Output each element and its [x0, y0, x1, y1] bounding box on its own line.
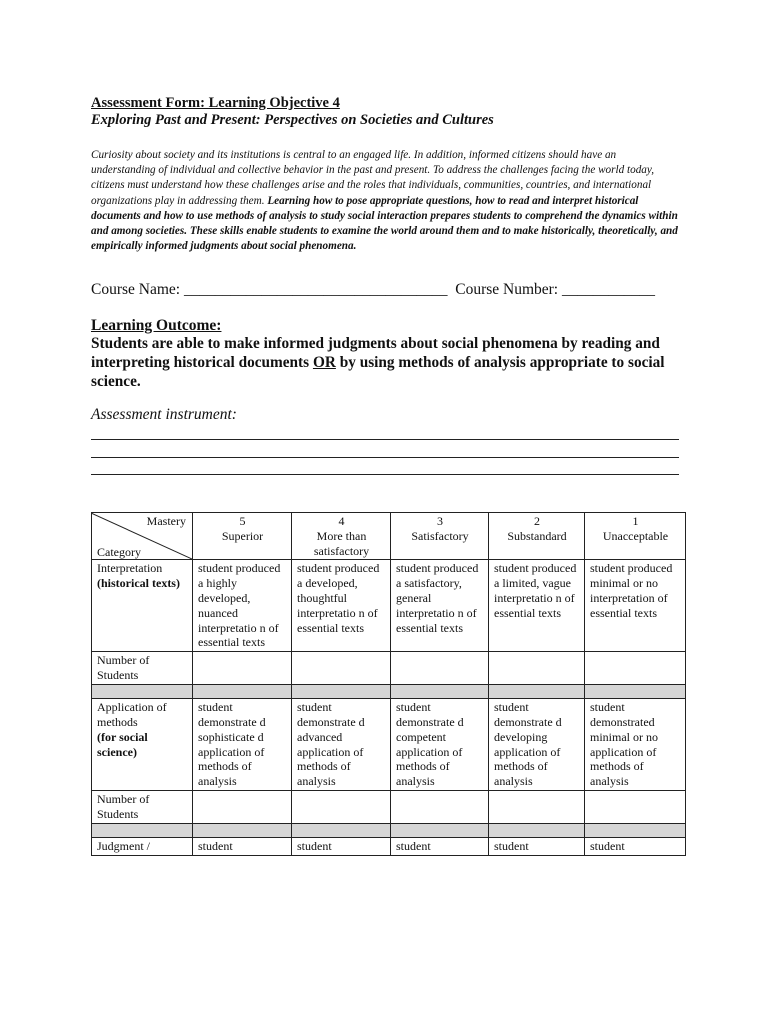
assessment-instrument-label: Assessment instrument:: [91, 406, 237, 423]
level-name: Satisfactory: [411, 528, 469, 543]
form-subtitle: Exploring Past and Present: Perspectives on Societies and Cultures: [91, 112, 494, 128]
descriptor-cell: student produced a satisfactory, general interpretatio n of essential texts: [391, 560, 489, 652]
assessment-instrument-line-1[interactable]: [91, 439, 679, 440]
count-input-cell[interactable]: [391, 652, 489, 685]
separator-cell: [489, 685, 585, 699]
count-input-cell[interactable]: [585, 790, 686, 823]
category-qualifier: (historical texts): [97, 576, 180, 591]
level-header-2: [489, 513, 585, 560]
descriptor-cell: student produced a highly developed, nuanced interpretatio n of essential texts: [193, 560, 292, 652]
separator-cell: [193, 823, 292, 837]
level-header-3: [391, 513, 489, 560]
rubric-table: [91, 512, 686, 856]
category-label: Category: [97, 545, 141, 560]
separator-cell: [391, 823, 489, 837]
level-name: Substandard: [507, 528, 567, 543]
category-cell: Judgment /: [92, 837, 193, 855]
count-label: Number of Students: [92, 652, 193, 685]
separator-cell: [489, 823, 585, 837]
descriptor-cell: student produced minimal or no interpretation of essential texts: [585, 560, 686, 652]
rubric-corner-cell: [92, 513, 193, 560]
category-name: Application of methods: [97, 700, 167, 729]
count-input-cell[interactable]: [193, 790, 292, 823]
separator-cell: [92, 823, 193, 837]
category-name: Interpretation: [97, 561, 163, 576]
count-input-cell[interactable]: [193, 652, 292, 685]
level-score: 5: [239, 514, 246, 528]
separator-row: [92, 823, 686, 837]
level-name: More than satisfactory: [313, 528, 370, 558]
assessment-instrument-line-3[interactable]: [91, 474, 679, 475]
level-header-1: [585, 513, 686, 560]
descriptor-cell: student demonstrate d sophisticate d application of methods of analysis: [193, 699, 292, 791]
level-name: Unacceptable: [602, 528, 669, 543]
learning-outcome-or: OR: [312, 354, 336, 371]
count-input-cell[interactable]: [292, 652, 391, 685]
descriptor-cell: student demonstrate d developing application of methods of analysis: [489, 699, 585, 791]
descriptor-cell: student demonstrated minimal or no application of methods of analysis: [585, 699, 686, 791]
learning-outcome-text-part1: Students are able to make informed judgments about social phenomena by reading and interpreting historical documents: [91, 335, 660, 371]
form-title: Assessment Form: Learning Objective 4: [91, 95, 340, 111]
learning-outcome-text: [91, 334, 681, 391]
separator-cell: [585, 823, 686, 837]
category-cell: [92, 699, 193, 791]
level-score: 1: [632, 514, 639, 528]
separator-cell: [92, 685, 193, 699]
course-name-number-line[interactable]: Course Name: __________________________________ Course Number: ____________: [91, 281, 655, 298]
separator-cell: [391, 685, 489, 699]
descriptor-cell: student: [391, 837, 489, 855]
category-qualifier: (for social science): [97, 729, 148, 759]
count-row-application: [92, 790, 686, 823]
level-header-4: [292, 513, 391, 560]
level-name: Superior: [221, 528, 264, 543]
rubric-row-interpretation: [92, 560, 686, 652]
separator-row: [92, 685, 686, 699]
descriptor-cell: student produced a limited, vague interpretatio n of essential texts: [489, 560, 585, 652]
count-input-cell[interactable]: [292, 790, 391, 823]
rubric-row-judgment: [92, 837, 686, 855]
level-score: 2: [534, 514, 540, 528]
level-score: 3: [437, 514, 443, 528]
learning-outcome-label: Learning Outcome:: [91, 317, 222, 334]
learning-outcome-text-part2: by using methods of analysis appropriate to social science.: [91, 354, 665, 390]
intro-text: Curiosity about society and its institutions is central to an engaged life. In addition, informed citizens should have an understanding of individual and collective behavior in the past and present. To address the challenges facing the world today, citizens must understand how these challenges arise and the roles that individuals, communities, countries, and international organizations play in addressing them.: [91, 149, 655, 207]
count-input-cell[interactable]: [489, 652, 585, 685]
descriptor-cell: student produced a developed, thoughtful interpretatio n of essential texts: [292, 560, 391, 652]
rubric-row-application: [92, 699, 686, 791]
separator-cell: [292, 823, 391, 837]
count-row-interpretation: [92, 652, 686, 685]
intro-paragraph: [91, 148, 681, 254]
descriptor-cell: student: [193, 837, 292, 855]
count-label: Number of Students: [92, 790, 193, 823]
rubric-header-row: [92, 513, 686, 560]
level-header-5: [193, 513, 292, 560]
count-input-cell[interactable]: [585, 652, 686, 685]
category-cell: [92, 560, 193, 652]
separator-cell: [193, 685, 292, 699]
descriptor-cell: student: [585, 837, 686, 855]
descriptor-cell: student: [292, 837, 391, 855]
count-input-cell[interactable]: [489, 790, 585, 823]
count-input-cell[interactable]: [391, 790, 489, 823]
mastery-label: Mastery: [146, 514, 186, 528]
descriptor-cell: student: [489, 837, 585, 855]
assessment-instrument-line-2[interactable]: [91, 457, 679, 458]
separator-cell: [292, 685, 391, 699]
level-score: 4: [338, 514, 345, 528]
intro-bold-text: Learning how to pose appropriate questions, how to read and interpret historical documents and how to use methods of analysis to study social interaction prepares students to comprehend the dynamics within and among societies. These skills enable students to examine the world around them and to make historically, theoretically, and empirically informed judgments about social phenomena.: [91, 194, 678, 253]
separator-cell: [585, 685, 686, 699]
descriptor-cell: student demonstrate d competent application of methods of analysis: [391, 699, 489, 791]
descriptor-cell: student demonstrate d advanced application of methods of analysis: [292, 699, 391, 791]
